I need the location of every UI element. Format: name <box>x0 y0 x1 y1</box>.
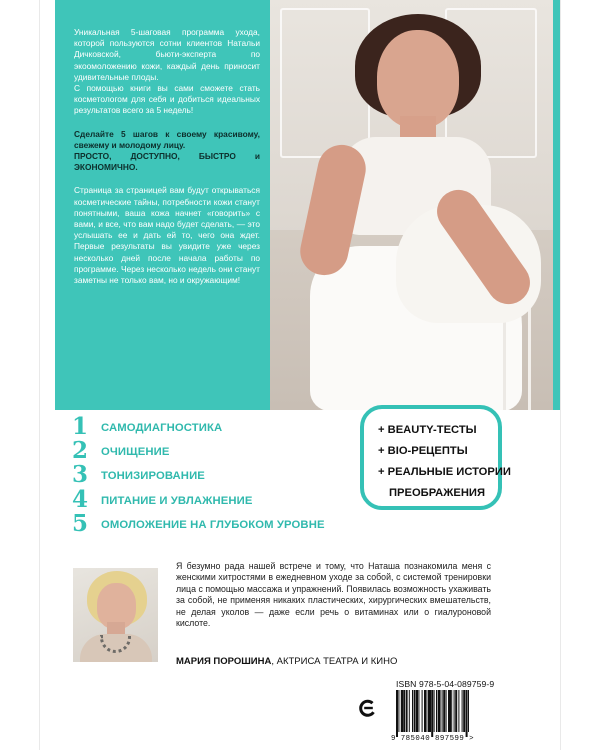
step-item <box>72 413 332 440</box>
testimonial-quote: Я безумно рада нашей встрече и тому, что Наташа познакомила меня с женскими хитростями в ежедневном уходе за собой, с системой тренировки лица с помощью массажа и упражнений. Появилась возможность ухаживать за собой, не применяя никаких пластических, хирургических вмешательств, не делая уколов — даже если речь о витаминах или о гиалуроновой кислоте. <box>176 561 491 629</box>
step-number: 2 <box>72 437 89 464</box>
barcode-digits: 9 785040 897599 > <box>391 735 475 743</box>
intro-bold-line: Сделайте 5 шагов к своему красивому, свежему и молодому лицу. <box>74 128 260 150</box>
bonus-beauty-tests: + BEAUTY-ТЕСТЫ <box>378 424 477 436</box>
bonus-bio-recipes: + BIO-РЕЦЕПТЫ <box>378 445 468 457</box>
step-item <box>72 437 332 464</box>
step-number: 1 <box>72 413 89 440</box>
intro-text <box>74 27 260 286</box>
step-label: САМОДИАГНОСТИКА <box>101 422 223 434</box>
step-item <box>72 510 332 537</box>
intro-paragraph-2: С помощью книги вы сами сможете стать косметологом для себя и добиться идеальных результатов всего за 5 недель! <box>74 83 260 116</box>
step-number: 5 <box>72 510 89 537</box>
step-label: ТОНИЗИРОВАНИЕ <box>101 470 205 482</box>
intro-paragraph-3: Страница за страницей вам будут открываться косметические тайны, потребности кожи станут понятными, ваша кожа начнет «говорить» с вами, и все, что вам надо будет сделать, — это услышать ее и дать ей то, чего она ждет. Первые результаты вы увидите уже через несколько дней после начала работы по программе. Через несколько недель они станут заметны не только вам, но и окружающим! <box>74 185 260 286</box>
step-number: 4 <box>72 486 89 513</box>
testimonial-author <box>176 656 491 667</box>
step-item <box>72 461 332 488</box>
teal-edge-strip <box>553 0 560 410</box>
bonus-box <box>360 405 511 510</box>
author-name: МАРИЯ ПОРОШИНА <box>176 656 272 667</box>
step-label: ОМОЛОЖЕНИЕ НА ГЛУБОКОМ УРОВНЕ <box>101 519 325 531</box>
barcode <box>396 690 497 737</box>
bonus-real-stories: + РЕАЛЬНЫЕ ИСТОРИИ <box>378 466 511 478</box>
face <box>377 30 459 128</box>
step-number: 3 <box>72 461 89 488</box>
author-role: , АКТРИСА ТЕАТРА И КИНО <box>271 656 398 667</box>
step-item <box>72 486 332 513</box>
step-label: ПИТАНИЕ И УВЛАЖНЕНИЕ <box>101 495 253 507</box>
author-photo <box>270 0 553 410</box>
isbn-label: ISBN 978-5-04-089759-9 <box>396 679 495 689</box>
testimonial-portrait <box>73 568 158 662</box>
eksmo-e-icon <box>357 698 377 718</box>
bonus-transformation: ПРЕОБРАЖЕНИЯ <box>389 487 485 499</box>
intro-paragraph-1: Уникальная 5-шаговая программа ухода, которой пользуются сотни клиентов Натальи Дичковской, бьюти-эксперта по экоомоложению кожи, каждый день приносит удивительные плоды. <box>74 27 260 82</box>
intro-bold-caps: ПРОСТО, ДОСТУПНО, БЫСТРО и ЭКОНОМИЧНО. <box>74 151 260 173</box>
step-label: ОЧИЩЕНИЕ <box>101 446 170 458</box>
